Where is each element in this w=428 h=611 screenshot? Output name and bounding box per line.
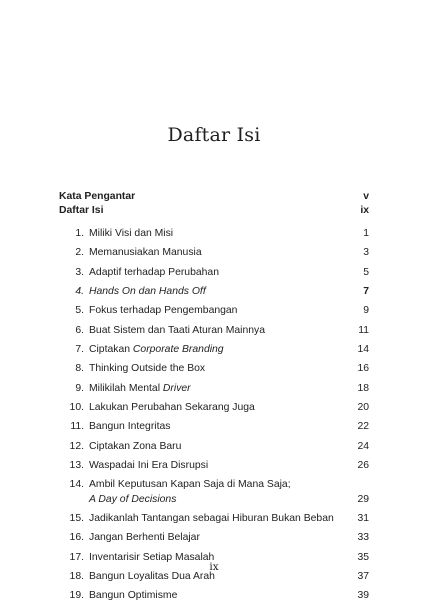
toc-entry[interactable] [59,304,369,318]
toc-entry-title: Thinking Outside the Box [89,363,206,375]
toc-entry-page: 31 [357,513,369,525]
toc-entry[interactable] [59,246,369,260]
toc-entry-page: 3 [363,247,369,259]
toc-front-item-daftar-isi[interactable] [59,204,369,218]
toc-entry-page: 14 [357,344,369,356]
toc-entry-title: Jadikanlah Tantangan sebagai Hiburan Bukan Beban [89,513,334,525]
toc-entry-number: 12. [69,440,84,452]
toc-entry-page: 33 [357,532,369,544]
toc-entry-title-part: Hands On [89,286,136,298]
toc-entry-title-part: Milikilah Mental [89,382,163,394]
toc-entry-title-part: dan [135,286,159,298]
toc-entry-page: 22 [357,421,369,433]
toc-entry-page: 24 [357,440,369,452]
toc-entry-number: 17. [69,551,84,563]
toc-entry-page: 11 [358,324,369,336]
toc-front-item-kata-pengantar[interactable] [59,190,369,204]
toc-entry-title-part: Corporate Branding [132,344,224,356]
toc-entry-title: Buat Sistem dan Taati Aturan Mainnya [89,324,265,336]
toc-entry-number: 4. [75,286,84,298]
toc-entry[interactable] [59,362,369,376]
toc-entry-title: Jangan Berhenti Belajar [89,532,200,544]
page-title: Daftar Isi [167,124,261,146]
toc-entry-title [84,382,341,396]
toc-entry-number: 11. [70,421,84,433]
toc-entry-page: 5 [363,266,369,278]
toc-entry-page: 26 [357,460,369,472]
toc-entry[interactable] [59,324,369,338]
toc-entry-title-line: A Day of Decisions [89,493,177,505]
toc-entry-page: 1 [363,228,369,239]
toc-entry-title: Bangun Integritas [89,421,171,433]
toc-entry-number: 7. [75,344,84,356]
toc-entry-title: Ciptakan Zona Baru [89,440,182,452]
toc-entry-page: 35 [357,551,369,563]
toc-entry-title: Fokus terhadap Pengembangan [89,305,238,317]
toc-entry[interactable] [59,459,369,473]
toc-front-title: Daftar Isi [59,204,104,216]
toc-entry-title: Miliki Visi dan Misi [89,228,174,239]
toc-entry-title-part: Hands Off [158,286,206,298]
toc-entry-title-part: Driver [162,382,191,394]
toc-entry-number: 5. [75,305,84,317]
toc-entry-number: 6. [75,324,84,336]
toc-entry-title-part: Ciptakan [89,344,133,356]
toc-entry-number: 18. [69,571,84,583]
toc-front-page: v [363,191,369,202]
toc-entry-page: 29 [357,493,369,505]
toc-entry-page: 39 [357,590,369,602]
toc-entry-number: 19. [69,590,84,602]
toc-entry[interactable] [59,512,369,526]
toc-entry-page: 20 [357,402,369,414]
toc-entry-page: 16 [357,363,369,375]
toc-entry[interactable] [59,401,369,415]
toc-entry-number: 15. [69,513,84,525]
toc-entry[interactable] [59,531,369,545]
toc-entry-title: Lakukan Perubahan Sekarang Juga [89,402,255,414]
toc-entry-title [84,478,341,507]
toc-entry-title-line: Ambil Keputusan Kapan Saja di Mana Saja; [89,479,291,491]
toc-entry[interactable] [59,440,369,454]
toc-entry-number: 2. [75,247,84,259]
toc-entry-title: Memanusiakan Manusia [89,247,202,259]
toc-entry[interactable] [59,420,369,434]
toc-entry-number: 9. [75,382,84,394]
toc-entry-title: Bangun Optimisme [89,590,178,602]
toc-entry-number: 14. [69,479,84,491]
toc-entry[interactable] [59,589,369,603]
toc-front-page: ix [360,204,369,216]
toc-chapter-list [59,227,369,604]
toc-front-title: Kata Pengantar [59,191,136,202]
toc-entry-number: 16. [69,532,84,544]
toc-entry[interactable] [59,382,369,396]
toc-entry[interactable] [59,285,369,299]
toc-entry-page: 18 [357,382,369,394]
toc-entry-number: 1. [75,228,84,239]
toc-entry-title [84,343,341,357]
toc-entry-page: 9 [363,305,369,317]
toc-entry-title: Waspadai Ini Era Disrupsi [89,460,209,472]
page-footer-number: ix [209,561,219,573]
toc-entry-number: 10. [69,402,84,414]
toc-entry-number: 3. [75,266,84,278]
toc-entry-number: 8. [75,363,84,375]
table-of-contents [59,190,369,609]
toc-entry-title: Adaptif terhadap Perubahan [89,266,219,278]
toc-entry[interactable] [59,227,369,241]
toc-entry[interactable] [59,478,369,507]
toc-entry-page: 7 [363,286,369,298]
toc-entry-page: 37 [357,571,369,583]
toc-entry[interactable] [59,343,369,357]
toc-entry-title: Inventarisir Setiap Masalah [89,551,215,563]
toc-entry-title: Bangun Loyalitas Dua Arah [89,571,215,583]
toc-entry-title [84,285,341,299]
toc-entry-number: 13. [69,460,84,472]
toc-entry[interactable] [59,266,369,280]
